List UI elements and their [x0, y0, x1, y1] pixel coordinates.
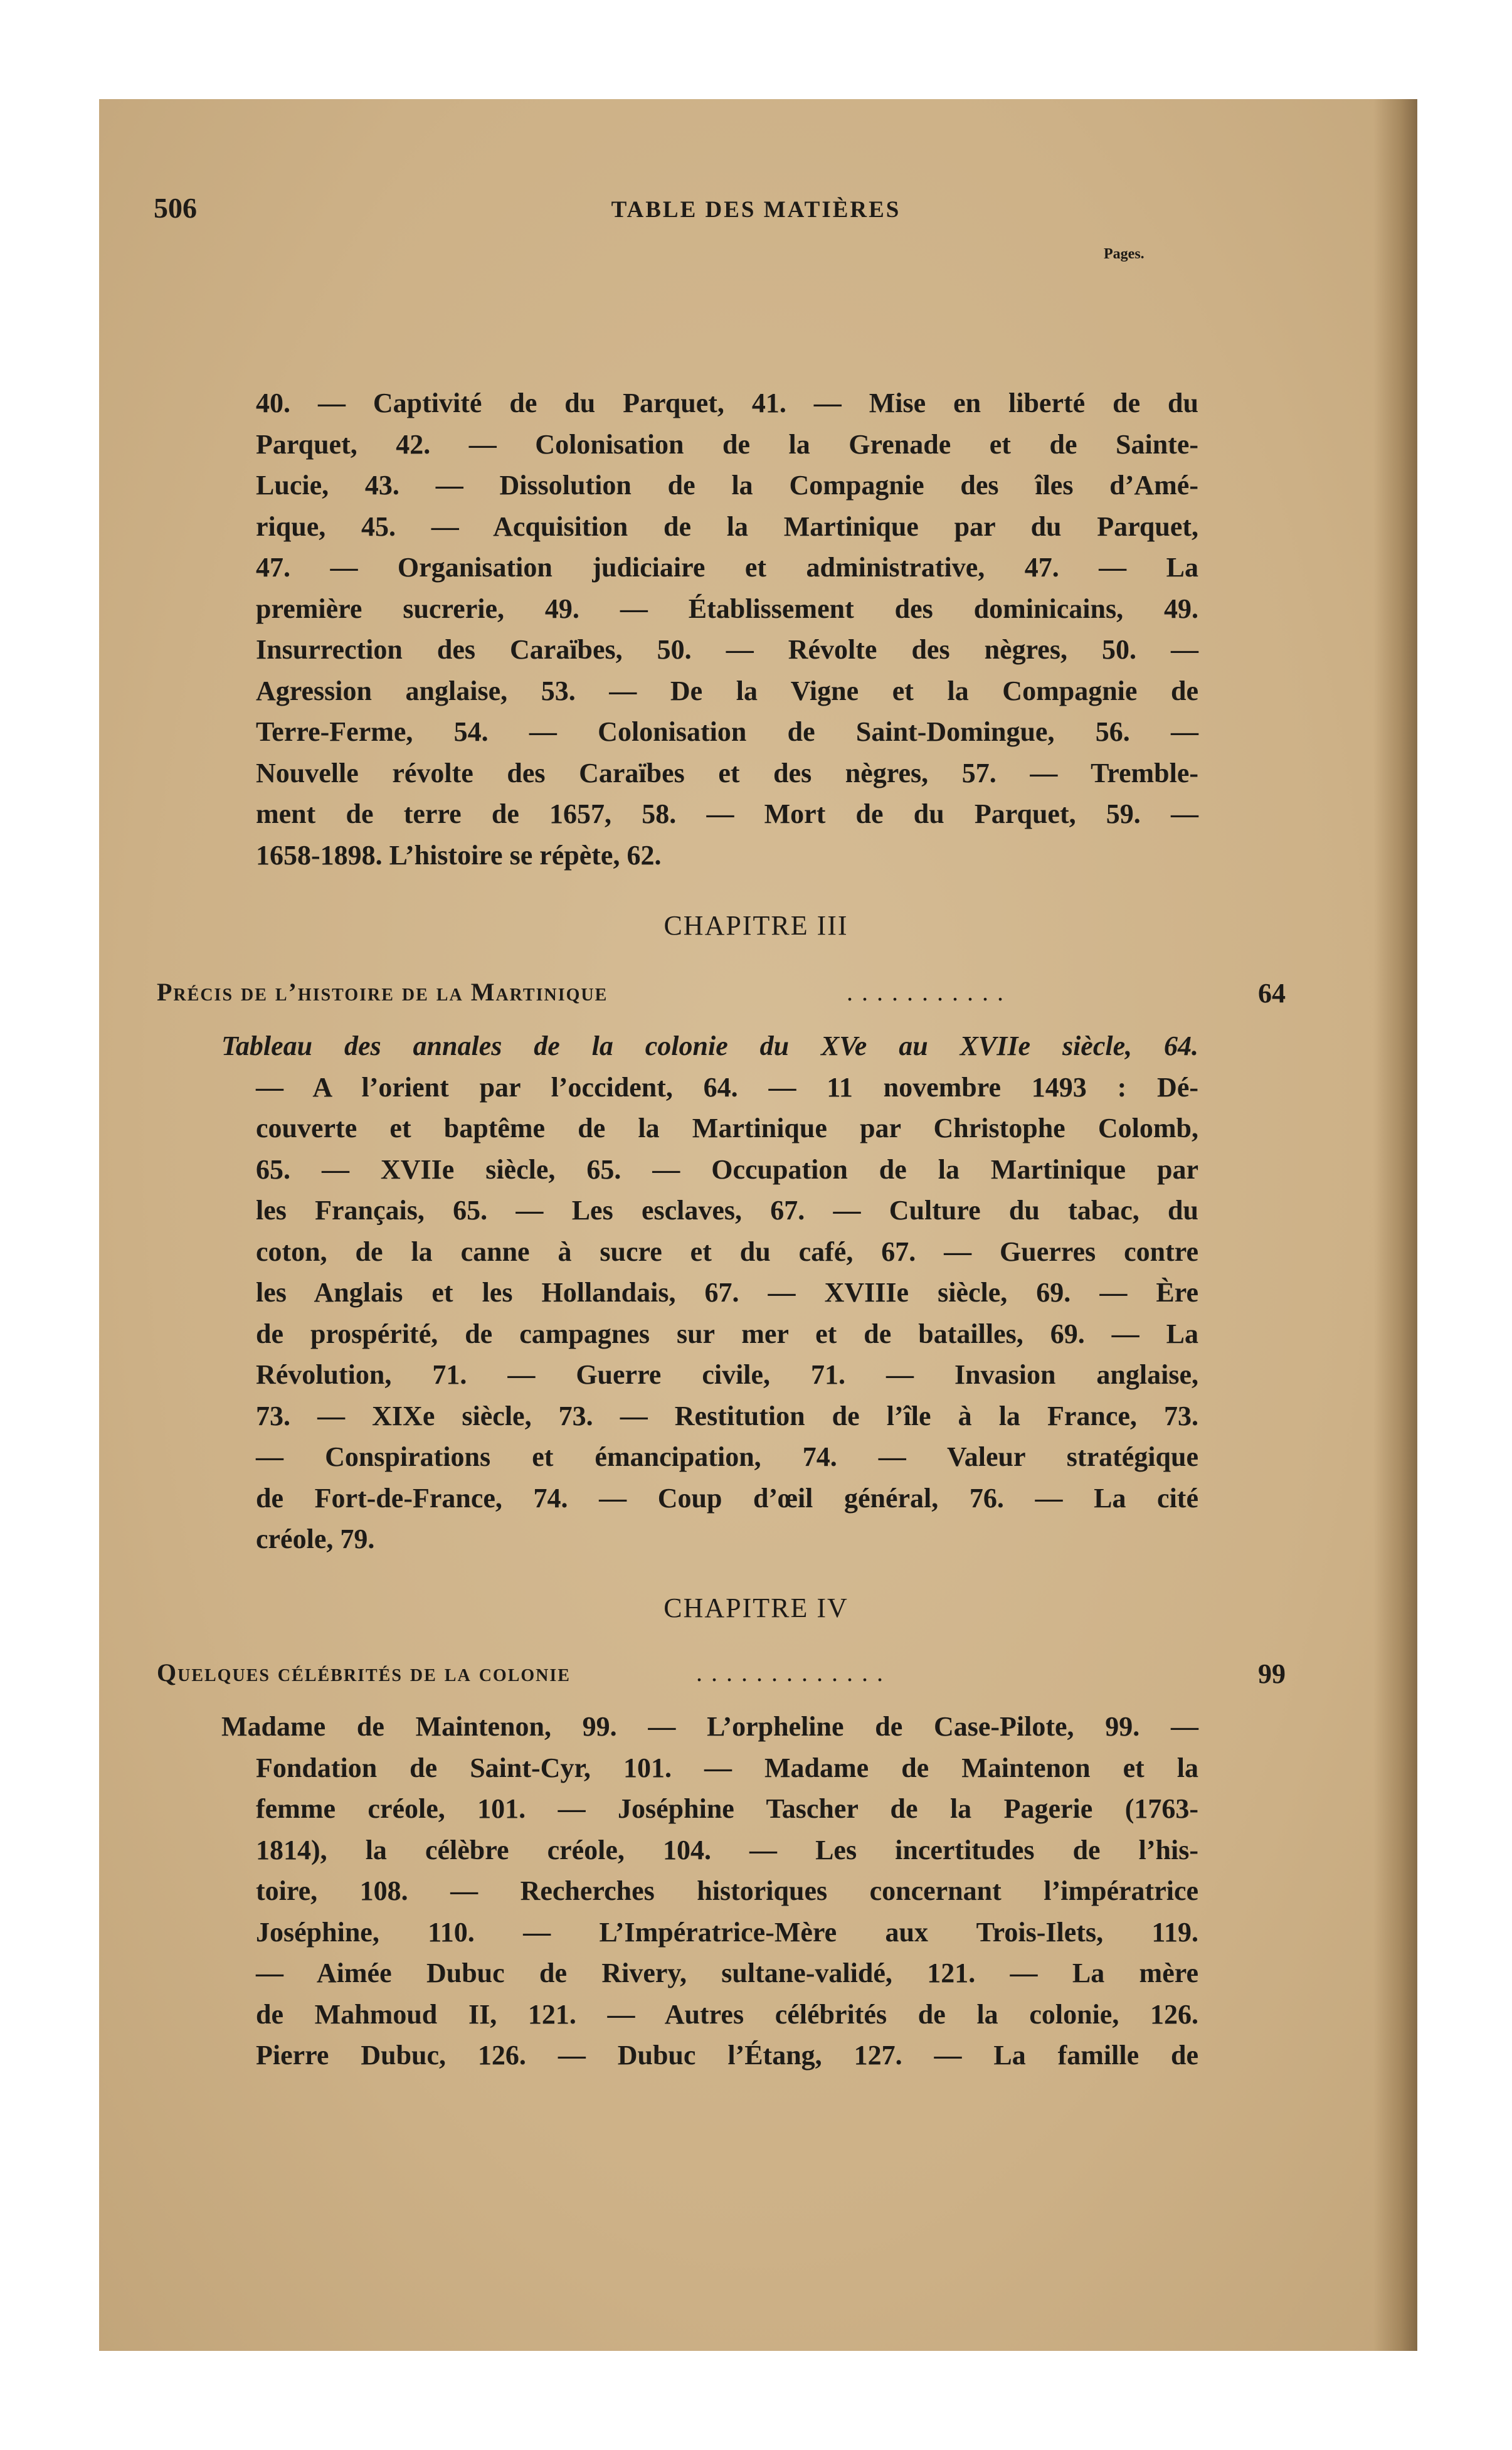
text-line: — Aimée Dubuc de Rivery, sultane-validé, 121. — La mère — [256, 1958, 1198, 1988]
page-edge-shadow — [1373, 99, 1417, 2351]
toc-entry-page: 64 — [1258, 978, 1286, 1009]
toc-entry-title: Quelques célébrités de la colonie — [157, 1658, 571, 1687]
toc-entry — [157, 977, 1286, 1015]
text-line: 1814), la célèbre créole, 104. — Les incertitudes de l’his- — [256, 1834, 1198, 1865]
text-line: 47. — Organisation judiciaire et administrative, 47. — La — [256, 552, 1198, 583]
text-line: Madame de Maintenon, 99. — L’orpheline de Case-Pilote, 99. — — [221, 1711, 1198, 1742]
text-line: ment de terre de 1657, 58. — Mort de du Parquet, 59. — — [256, 798, 1198, 829]
text-line: Insurrection des Caraïbes, 50. — Révolte des nègres, 50. — — [256, 634, 1198, 665]
text-line: Agression anglaise, 53. — De la Vigne et la Compagnie de — [256, 675, 1198, 706]
toc-entry — [157, 1658, 1286, 1695]
chapter-heading: CHAPITRE IV — [663, 1593, 849, 1623]
text-line: — Conspirations et émancipation, 74. — Valeur stratégique — [256, 1441, 1198, 1472]
text-line: 1658-1898. L’histoire se répète, 62. — [256, 839, 662, 871]
section-continuation — [256, 383, 1198, 876]
pages-column-label: Pages. — [1104, 246, 1145, 262]
text-line: — A l’orient par l’occident, 64. — 11 novembre 1493 : Dé- — [256, 1071, 1198, 1103]
text-line: femme créole, 101. — Joséphine Tascher de la Pagerie (1763- — [256, 1793, 1198, 1824]
text-line: Fondation de Saint-Cyr, 101. — Madame de Maintenon et la — [256, 1752, 1198, 1783]
toc-leader-dots: ........... — [847, 978, 1012, 1006]
toc-entry-title: Précis de l’histoire de la Martinique — [157, 978, 608, 1006]
text-line: les Français, 65. — Les esclaves, 67. — Culture du tabac, du — [256, 1195, 1198, 1226]
text-line: coton, de la canne à sucre et du café, 67. — Guerres contre — [256, 1236, 1198, 1267]
toc-entry-page: 99 — [1258, 1658, 1286, 1689]
page-header-title: TABLE DES MATIÈRES — [611, 197, 901, 223]
chapter-summary — [221, 1026, 1198, 1560]
text-line: 40. — Captivité de du Parquet, 41. — Mise en liberté de du — [256, 388, 1198, 418]
toc-leader-dots: ............. — [696, 1658, 892, 1687]
text-line: 73. — XIXe siècle, 73. — Restitution de l’île à la France, 73. — [256, 1400, 1198, 1431]
chapter-summary — [221, 1706, 1198, 2076]
text-line: de Fort-de-France, 74. — Coup d’œil général, 76. — La cité — [256, 1482, 1198, 1514]
text-line: Tableau des annales de la colonie du XVe au XVIIe siècle, 64. — [221, 1031, 1198, 1061]
text-line: de prospérité, de campagnes sur mer et de batailles, 69. — La — [256, 1318, 1198, 1349]
text-line: Lucie, 43. — Dissolution de la Compagnie des îles d’Amé- — [256, 470, 1198, 501]
text-line: 65. — XVIIe siècle, 65. — Occupation de la Martinique par — [256, 1153, 1198, 1185]
text-line: Pierre Dubuc, 126. — Dubuc l’Étang, 127. — La famille de — [256, 2040, 1198, 2071]
text-line: Parquet, 42. — Colonisation de la Grenade et de Sainte- — [256, 428, 1198, 460]
text-line: de Mahmoud II, 121. — Autres célébrités de la colonie, 126. — [256, 1998, 1198, 2030]
text-line: Terre-Ferme, 54. — Colonisation de Saint-Domingue, 56. — — [256, 716, 1198, 747]
text-line: Révolution, 71. — Guerre civile, 71. — Invasion anglaise, — [256, 1359, 1198, 1390]
text-line: toire, 108. — Recherches historiques concernant l’impératrice — [256, 1875, 1198, 1906]
chapter-heading: CHAPITRE III — [663, 910, 849, 941]
text-line: les Anglais et les Hollandais, 67. — XVIIIe siècle, 69. — Ère — [256, 1277, 1198, 1308]
text-line: Nouvelle révolte des Caraïbes et des nègres, 57. — Tremble- — [256, 757, 1198, 788]
text-line: créole, 79. — [256, 1524, 375, 1554]
text-line: première sucrerie, 49. — Établissement des dominicains, 49. — [256, 593, 1198, 624]
page-number: 506 — [154, 192, 197, 224]
text-line: rique, 45. — Acquisition de la Martinique par du Parquet, — [256, 511, 1198, 542]
running-head — [0, 191, 1512, 229]
text-line: Joséphine, 110. — L’Impératrice-Mère aux Trois-Ilets, 119. — [256, 1916, 1198, 1948]
text-line: couverte et baptême de la Martinique par Christophe Colomb, — [256, 1113, 1198, 1143]
